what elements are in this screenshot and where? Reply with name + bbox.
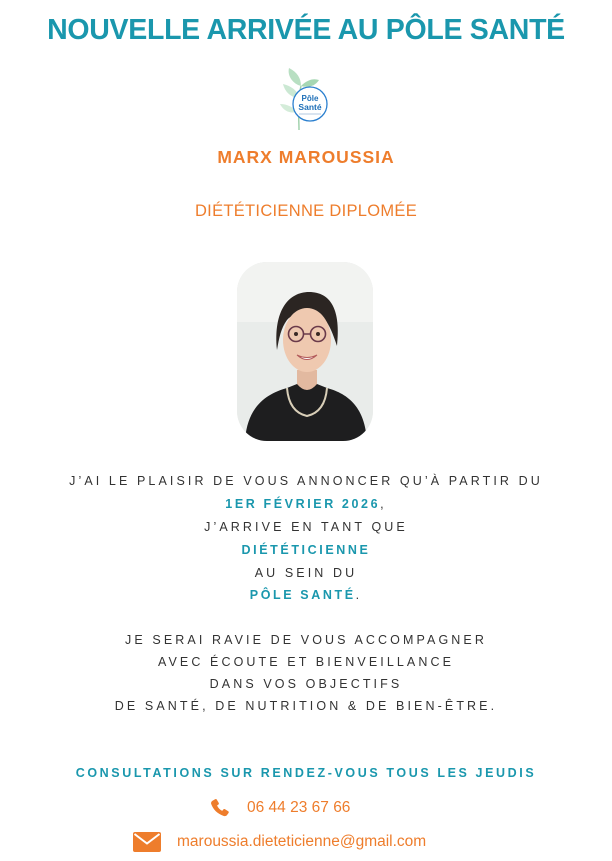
start-date: 1ER FÉVRIER 2026 bbox=[225, 497, 381, 511]
place-suffix: . bbox=[355, 588, 363, 602]
consultations-info: CONSULTATIONS SUR RENDEZ-VOUS TOUS LES JEUDIS bbox=[75, 766, 537, 780]
email-address[interactable]: maroussia.dieteticienne@gmail.com bbox=[177, 833, 427, 850]
announcement-line-5: AU SEIN DU bbox=[254, 566, 358, 580]
message-line-2: AVEC ÉCOUTE ET BIENVEILLANCE bbox=[157, 655, 455, 669]
envelope-icon bbox=[133, 832, 161, 852]
announcement-line-3: J’ARRIVE EN TANT QUE bbox=[204, 520, 408, 534]
phone-contact[interactable] bbox=[209, 796, 350, 820]
announcement-date-line bbox=[0, 497, 612, 511]
phone-icon bbox=[209, 796, 231, 820]
date-suffix: , bbox=[380, 497, 387, 511]
message-line-4: DE SANTÉ, DE NUTRITION & DE BIEN-ÊTRE. bbox=[114, 699, 498, 713]
logo-text-pole: Pôle bbox=[301, 94, 319, 103]
message-line-3: DANS VOS OBJECTIFS bbox=[209, 677, 403, 691]
portrait-photo bbox=[237, 262, 373, 441]
person-name: MARX MAROUSSIA bbox=[217, 147, 395, 167]
announcement-place-line bbox=[0, 588, 612, 602]
message-line-1: JE SERAI RAVIE DE VOUS ACCOMPAGNER bbox=[125, 633, 487, 647]
logo-text-sante: Santé bbox=[298, 102, 322, 112]
announcement-profession-line bbox=[0, 543, 612, 557]
email-contact[interactable] bbox=[133, 832, 426, 852]
announcement-line-1: J’AI LE PLAISIR DE VOUS ANNONCER QU’À PARTIR DU bbox=[69, 474, 543, 488]
pole-sante-logo bbox=[277, 64, 331, 132]
person-role: DIÉTÉTICIENNE DIPLOMÉE bbox=[194, 202, 418, 220]
place: PÔLE SANTÉ bbox=[249, 588, 356, 602]
profession: DIÉTÉTICIENNE bbox=[241, 543, 371, 557]
phone-number[interactable]: 06 44 23 67 66 bbox=[247, 799, 351, 816]
page-title: NOUVELLE ARRIVÉE AU PÔLE SANTÉ bbox=[47, 14, 565, 46]
